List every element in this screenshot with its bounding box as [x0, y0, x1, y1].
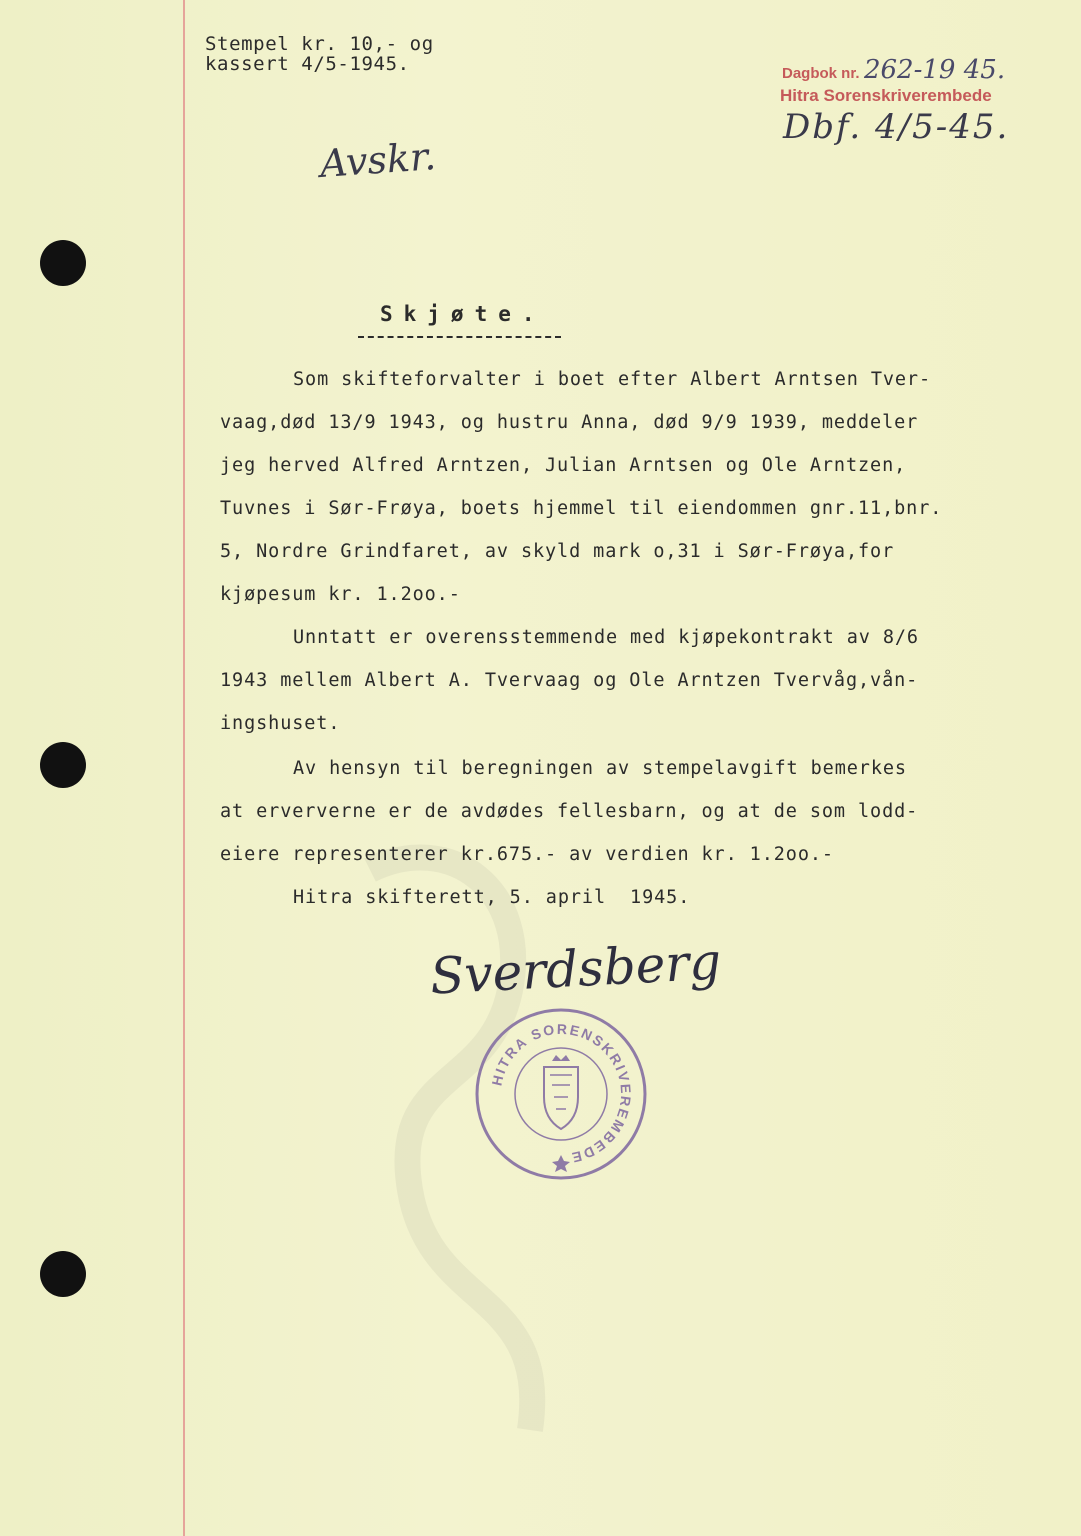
punch-hole [40, 742, 86, 788]
stamp-fee-note: Stempel kr. 10,- og [205, 33, 434, 55]
body-line: Av hensyn til beregningen av stempelavgift bemerkes [293, 758, 907, 779]
svg-text:HITRA SORENSKRIVEREMBEDE [488, 1021, 634, 1166]
registration-note: Dbf. 4/5-45. [783, 107, 1010, 147]
stamp-fee-note: kassert 4/5-1945. [205, 53, 410, 75]
body-line: vaag,død 13/9 1943, og hustru Anna, død 9/9 1939, meddeler [220, 412, 919, 433]
body-line: ingshuset. [220, 713, 341, 734]
copy-annotation: Avskr. [318, 134, 438, 186]
journal-number-handwritten: 262-19 45. [863, 55, 1006, 85]
punch-hole [40, 240, 86, 286]
journal-label: Dagbok nr. [782, 65, 860, 82]
body-line: at erververne er de avdødes fellesbarn, og at de som lodd- [220, 801, 919, 822]
document-title: Skjøte. [380, 302, 546, 326]
body-line: eiere representerer kr.675.- av verdien kr. 1.2oo.- [220, 844, 834, 865]
body-line: 5, Nordre Grindfaret, av skyld mark o,31 i Sør-Frøya,for [220, 541, 895, 562]
seal-text: HITRA SORENSKRIVEREMBEDE [488, 1020, 635, 1167]
office-stamp-text: Hitra Sorenskriverembede [780, 86, 992, 105]
body-line: Som skifteforvalter i boet efter Albert Arntsen Tver- [293, 369, 932, 390]
court-seal-icon [472, 1005, 650, 1183]
date-place-line: Hitra skifterett, 5. april 1945. [293, 887, 691, 908]
red-margin-line [183, 0, 185, 1536]
signature: Sverdsberg [428, 932, 723, 1006]
body-line: 1943 mellem Albert A. Tvervaag og Ole Arntzen Tvervåg,vån- [220, 670, 919, 691]
body-line: kjøpesum kr. 1.2oo.- [220, 584, 461, 605]
title-underline [358, 336, 561, 338]
punch-hole [40, 1251, 86, 1297]
body-line: jeg herved Alfred Arntzen, Julian Arntsen og Ole Arntzen, [220, 455, 907, 476]
journal-number-stamp [782, 55, 1005, 85]
body-line: Unntatt er overensstemmende med kjøpekontrakt av 8/6 [293, 627, 919, 648]
body-line: Tuvnes i Sør-Frøya, boets hjemmel til eiendommen gnr.11,bnr. [220, 498, 943, 519]
